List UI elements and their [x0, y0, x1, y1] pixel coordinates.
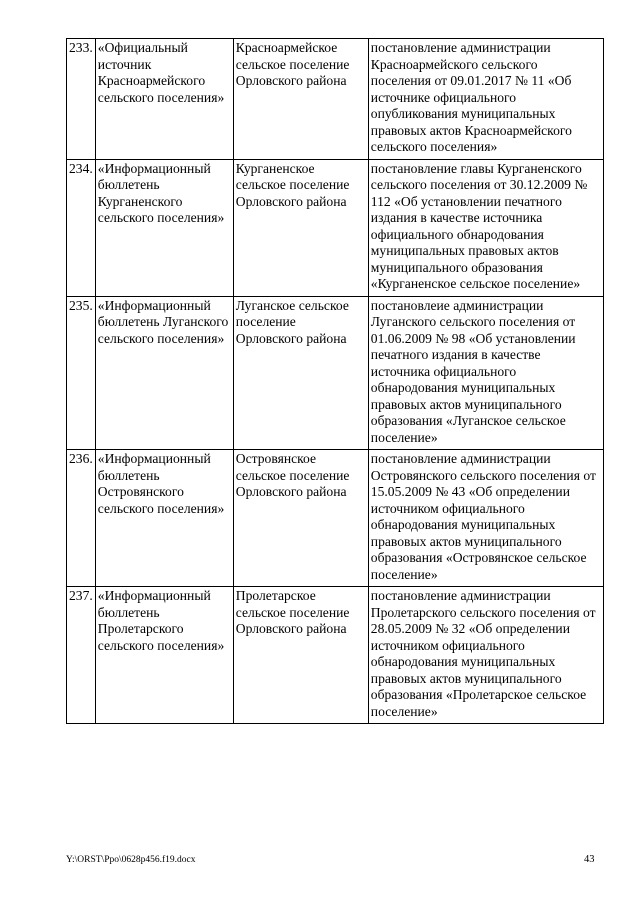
municipality-cell: Красноармейское сельское поселение Орловского района [233, 39, 368, 160]
municipality-cell: Островянское сельское поселение Орловского района [233, 450, 368, 587]
source-name-cell: «Официальный источник Красноармейского сельского поселения» [95, 39, 233, 160]
row-number: 233. [67, 39, 96, 160]
municipality-cell: Пролетарское сельское поселение Орловского района [233, 587, 368, 724]
legal-act-cell: постановлеие администрации Луганского сельского поселения от 01.06.2009 № 98 «Об установлении печатного издания в качестве источника официального обнародования муниципальных правовых актов муниципального образования «Луганское сельское поселение» [368, 296, 603, 450]
table-row [67, 296, 604, 450]
source-name-cell: «Информационный бюллетень Курганенского сельского поселения» [95, 159, 233, 296]
municipality-cell: Курганенское сельское поселение Орловского района [233, 159, 368, 296]
row-number: 235. [67, 296, 96, 450]
row-number: 236. [67, 450, 96, 587]
source-name-cell: «Информационный бюллетень Пролетарского сельского поселения» [95, 587, 233, 724]
footer-page-number: 43 [584, 854, 595, 865]
legal-act-cell: постановление главы Курганенского сельского поселения от 30.12.2009 № 112 «Об установлении печатного издания в качестве источника официального обнародования муниципальных правовых актов муниципального образования «Курганенское сельское поселение» [368, 159, 603, 296]
source-name-cell: «Информационный бюллетень Луганского сельского поселения» [95, 296, 233, 450]
municipality-cell: Луганское сельское поселение Орловского района [233, 296, 368, 450]
source-name-cell: «Информационный бюллетень Островянского сельского поселения» [95, 450, 233, 587]
registry-table-body [67, 39, 604, 724]
table-row [67, 587, 604, 724]
legal-act-cell: постановление администрации Красноармейского сельского поселения от 09.01.2017 № 11 «Об источнике официального опубликования муниципальных правовых актов Красноармейского сельского поселения» [368, 39, 603, 160]
table-row [67, 39, 604, 160]
table-row [67, 450, 604, 587]
legal-act-cell: постановление администрации Пролетарского сельского поселения от 28.05.2009 № 32 «Об определении источником официального обнародования муниципальных правовых актов муниципального образования «Пролетарское сельское поселение» [368, 587, 603, 724]
row-number: 237. [67, 587, 96, 724]
footer-file-path: Y:\ORST\Ppo\0628p456.f19.docx [66, 855, 196, 865]
row-number: 234. [67, 159, 96, 296]
registry-table [66, 38, 604, 724]
legal-act-cell: постановление администрации Островянского сельского поселения от 15.05.2009 № 43 «Об определении источником официального обнародования муниципальных правовых актов муниципального образования «Островянское сельское поселение» [368, 450, 603, 587]
table-row [67, 159, 604, 296]
